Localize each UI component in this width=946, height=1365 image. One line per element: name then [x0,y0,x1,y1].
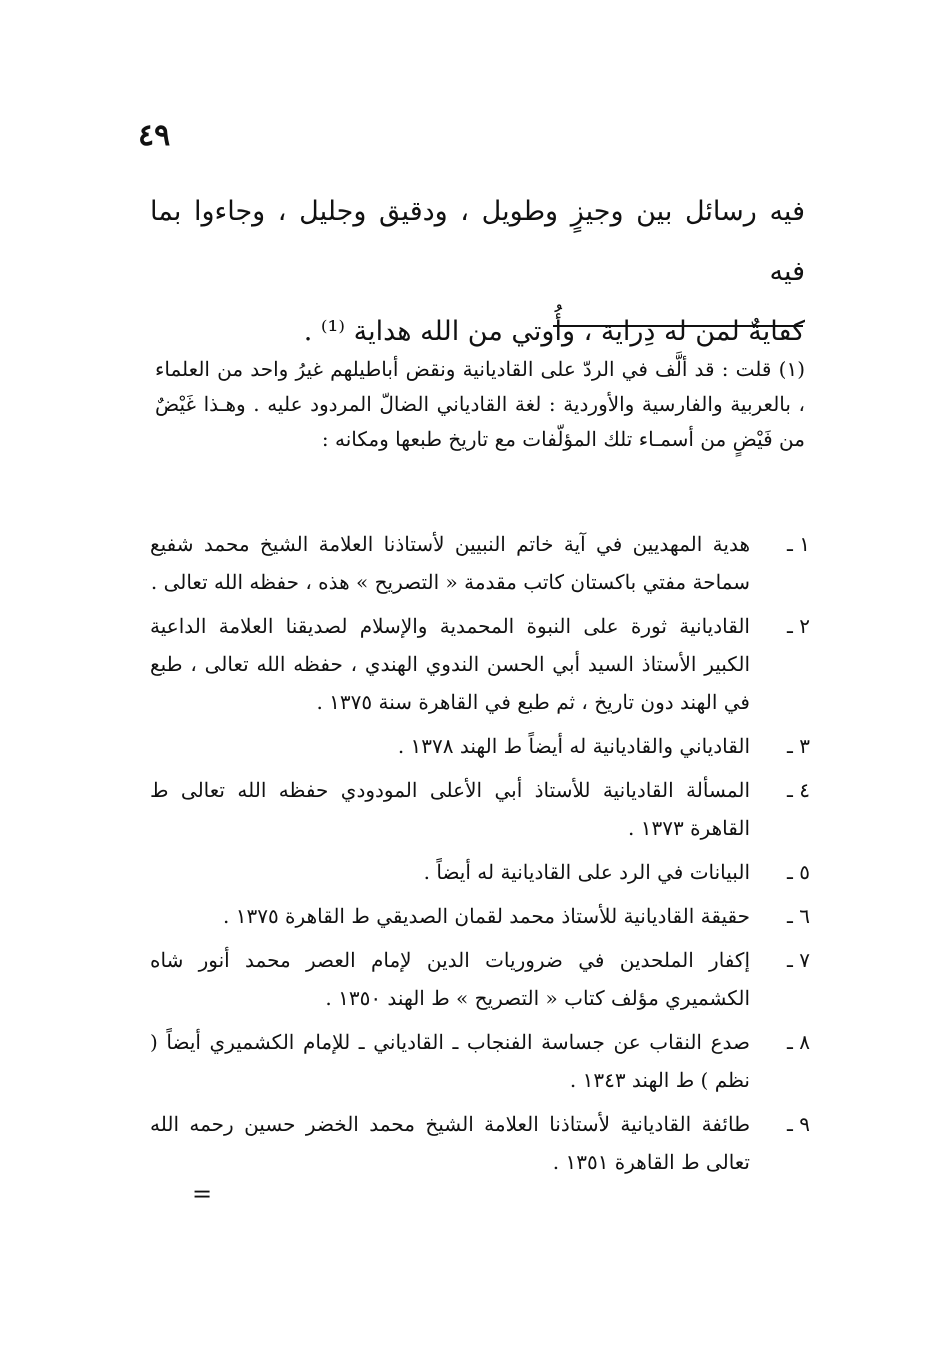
footnote-divider [553,325,803,327]
reference-list [150,525,810,1187]
reference-item [150,853,810,891]
reference-text: القادياني والقاديانية له أيضاً ط الهند ١٣٧٨ . [397,734,750,758]
reference-number: ٦ ـ [787,904,810,928]
footnote [155,352,805,457]
reference-number: ٧ ـ [787,948,810,972]
continuation-mark: = [192,1180,213,1208]
reference-item [150,771,810,847]
reference-number: ٥ ـ [787,860,810,884]
page-number: ٤٩ [138,118,171,153]
reference-item [150,941,810,1017]
reference-number: ١ ـ [787,532,810,556]
reference-number: ٩ ـ [787,1112,810,1136]
reference-text: طائفة القاديانية لأستاذنا العلامة الشيخ محمد الخضر حسين رحمه الله تعالى ط القاهرة ١٣٥١ . [150,1112,750,1174]
reference-item [150,897,810,935]
reference-number: ٢ ـ [787,614,810,638]
reference-number: ٣ ـ [787,734,810,758]
footnote-text: (١) قلت : قد ألَّف في الردّ على القاديانية ونقض أباطيلهم غيرُ واحد من العلماء ، بالعربية والفارسية والأوردية : لغة القادياني الضالّ المردود عليه . وهـذا غَيْضٌ من فَيْضٍ من أسمـاء تلك المؤلّفات مع تاريخ طبعها ومكانه : [155,357,805,451]
reference-item [150,525,810,601]
reference-text: القاديانية ثورة على النبوة المحمدية والإسلام لصديقنا العلامة الداعية الكبير الأستاذ السيد أبي الحسن الندوي الهندي ، حفظه الله تعالى ، طبع في الهند دون تاريخ ، ثم طبع في القاهرة سنة ١٣٧٥ . [150,614,750,714]
reference-text: إكفار الملحدين في ضروريات الدين لإمام العصر محمد أنور شاه الكشميري مؤلف كتاب « التصريح » ط الهند ١٣٥٠ . [150,948,750,1010]
reference-item [150,1105,810,1181]
reference-number: ٤ ـ [787,778,810,802]
reference-text: المسألة القاديانية للأستاذ أبي الأعلى المودودي حفظه الله تعالى ط القاهرة ١٣٧٣ . [150,778,750,840]
reference-item [150,727,810,765]
reference-text: حقيقة القاديانية للأستاذ محمد لقمان الصديقي ط القاهرة ١٣٧٥ . [223,904,750,928]
main-paragraph [150,182,805,362]
reference-text: هدية المهديين في آية خاتم النبيين لأستاذنا العلامة الشيخ محمد شفيع سماحة مفتي باكستان كاتب مقدمة « التصريح » هذه ، حفظه الله تعالى . [150,532,750,594]
main-line-2: كفايةٌ لمن له دِراية ، وأُوتي من الله هداية ⁽¹⁾ . [303,316,805,347]
reference-text: البيانات في الرد على القاديانية له أيضاً . [423,860,750,884]
reference-text: صدع النقاب عن جساسة الفنجاب ـ القادياني ـ للإمام الكشميري أيضاً ( نظم ) ط الهند ١٣٤٣ . [150,1030,750,1092]
reference-item [150,1023,810,1099]
reference-number: ٨ ـ [787,1030,810,1054]
reference-item [150,607,810,721]
main-line-1: فيه رسائل بين وجيزٍ وطويل ، ودقيق وجليل ، وجاءوا بما فيه [150,196,805,287]
